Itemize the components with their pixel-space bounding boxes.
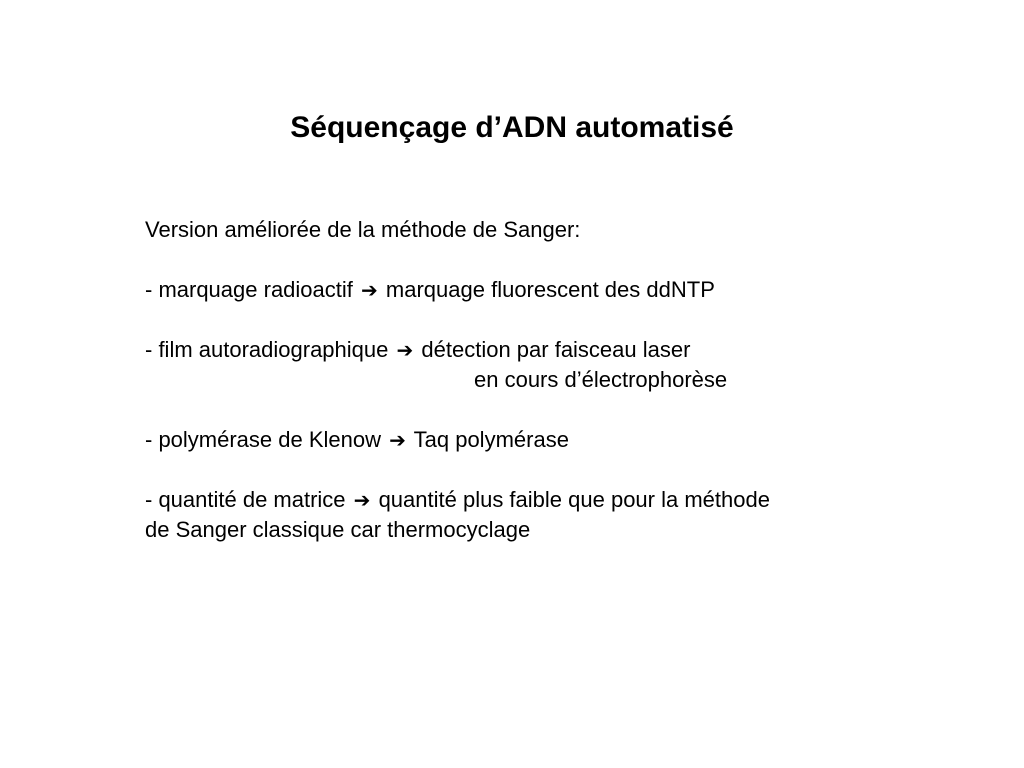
right-arrow-icon: ➔ xyxy=(389,430,406,452)
bullet-labeling xyxy=(145,275,905,305)
bullet-detection-before: - film autoradiographique xyxy=(145,337,389,362)
right-arrow-icon: ➔ xyxy=(353,490,371,512)
spacer xyxy=(145,455,905,485)
slide-title: Séquençage d’ADN automatisé xyxy=(290,111,734,144)
bullet-template-after: quantité plus faible que pour la méthode xyxy=(378,487,770,512)
bullet-labeling-before: - marquage radioactif xyxy=(145,277,353,302)
bullet-template-continuation: de Sanger classique car thermocyclage xyxy=(145,517,531,542)
spacer xyxy=(145,395,905,425)
bullet-polymerase xyxy=(145,425,905,455)
bullet-detection-continuation: en cours d’électrophorèse xyxy=(474,367,728,392)
bullet-template xyxy=(145,485,905,515)
bullet-polymerase-after: Taq polymérase xyxy=(413,427,569,452)
bullet-labeling-after: marquage fluorescent des ddNTP xyxy=(385,277,715,302)
right-arrow-icon: ➔ xyxy=(396,340,414,362)
bullet-detection xyxy=(145,335,905,365)
spacer xyxy=(145,305,905,335)
bullet-template-before: - quantité de matrice xyxy=(145,487,346,512)
bullet-polymerase-before: - polymérase de Klenow xyxy=(145,427,382,452)
spacer xyxy=(145,245,905,275)
bullet-detection-after: détection par faisceau laser xyxy=(421,337,691,362)
intro-text: Version améliorée de la méthode de Sanger: xyxy=(145,217,581,242)
right-arrow-icon: ➔ xyxy=(361,280,378,302)
slide-body xyxy=(145,215,905,545)
